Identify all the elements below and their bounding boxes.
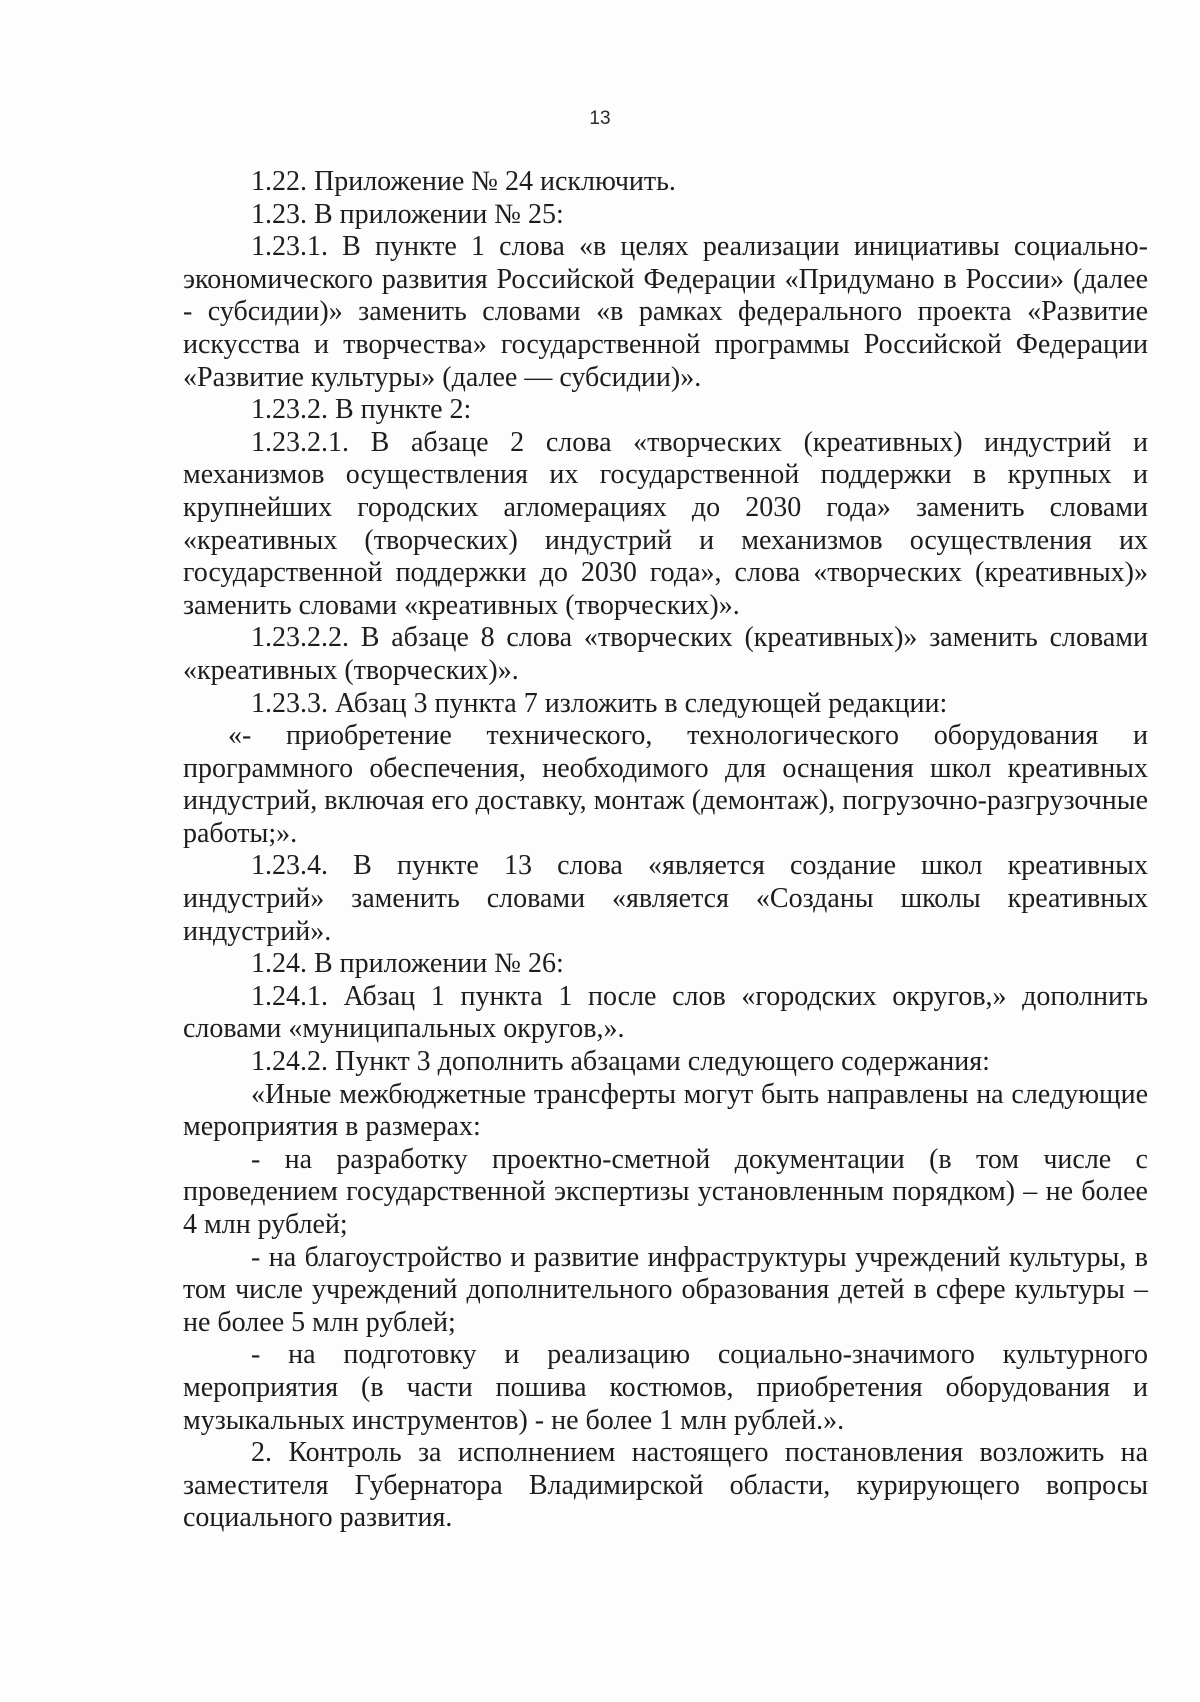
paragraph-1-24: 1.24. В приложении № 26: — [251, 948, 564, 980]
paragraph-1-22: 1.22. Приложение № 24 исключить. — [251, 166, 676, 197]
paragraph-1-23-2: 1.23.2. В пункте 2: — [251, 394, 472, 426]
paragraph-1-23-2-2: 1.23.2.2. В абзаце 8 слова «творческих (креативных)» заменить словами «креативных (творческих)». — [183, 622, 1148, 686]
paragraph-1-23-2-1: 1.23.2.1. В абзаце 2 слова «творческих (креативных) индустрий и механизмов осуществления их государственной поддержки в крупных и крупнейших городских агломерациях до 2030 года» заменить словами «креативных (творческих) индустрий и механизмов осуществления их государственной поддержки до 2030 года», слова «творческих (креативных)» заменить словами «креативных (творческих)». — [183, 426, 1148, 621]
paragraph-1-24-2: 1.24.2. Пункт 3 дополнить абзацами следующего содержания: — [251, 1046, 990, 1078]
paragraph-1-23-4: 1.23.4. В пункте 13 слова «является создание школ креативных индустрий» заменить словами «является «Созданы школы креативных индустрий». — [183, 850, 1148, 947]
paragraph-list-item-2: - на благоустройство и развитие инфраструктуры учреждений культуры, в том числе учреждений дополнительного образования детей в сфере культуры – не более 5 млн рублей; — [183, 1241, 1148, 1338]
paragraph-1-23-3: 1.23.3. Абзац 3 пункта 7 изложить в следующей редакции: — [251, 687, 948, 719]
page-number: 13 — [589, 108, 611, 129]
document-body — [183, 166, 1148, 1535]
paragraph-1-23: 1.23. В приложении № 25: — [251, 198, 564, 230]
paragraph-2-control: 2. Контроль за исполнением настоящего постановления возложить на заместителя Губернатора Владимирской области, курирующего вопросы социального развития. — [183, 1437, 1148, 1534]
paragraph-quoted-item: «- приобретение технического, технологического оборудования и программного обеспечения, необходимого для оснащения школ креативных индустрий, включая его доставку, монтаж (демонтаж), погрузочно-разгрузочные работы;». — [183, 720, 1148, 849]
paragraph-list-item-1: - на разработку проектно-сметной документации (в том числе с проведением государственной экспертизы установленным порядком) – не более 4 млн рублей; — [183, 1143, 1148, 1240]
paragraph-1-24-1: 1.24.1. Абзац 1 пункта 1 после слов «городских округов,» дополнить словами «муниципальных округов,». — [183, 980, 1148, 1045]
paragraph-transfers-intro: «Иные межбюджетные трансферты могут быть направлены на следующие мероприятия в размерах: — [183, 1078, 1148, 1143]
paragraph-list-item-3: - на подготовку и реализацию социально-значимого культурного мероприятия (в части пошива костюмов, приобретения оборудования и музыкальных инструментов) - не более 1 млн рублей.». — [183, 1339, 1148, 1436]
paragraph-1-23-1: 1.23.1. В пункте 1 слова «в целях реализации инициативы социально-экономического развития Российской Федерации «Придумано в России» (далее - субсидии)» заменить словами «в рамках федерального проекта «Развитие искусства и творчества» государственной программы Российской Федерации «Развитие культуры» (далее — субсидии)». — [183, 231, 1148, 393]
